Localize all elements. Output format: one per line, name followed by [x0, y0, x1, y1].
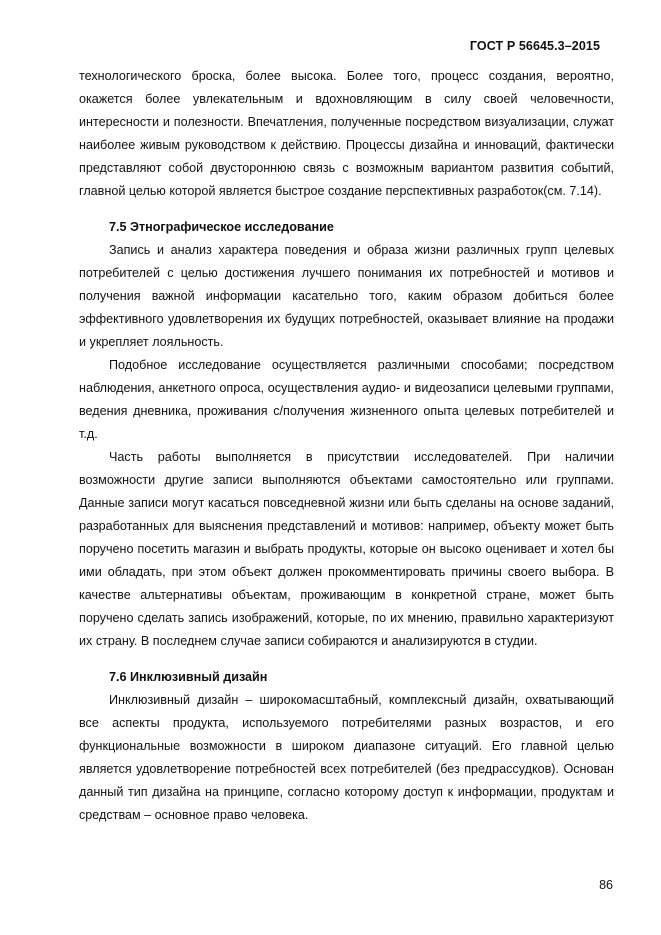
- paragraph-intro-continuation: технологического броска, более высока. Более того, процесс создания, вероятно, окажется более увлекательным и вдохновляющим в силу своей человечности, интересности и полезности. Впечатления, полученные посредством визуализации, служат наиболее живым руководством к действию. Процессы дизайна и инноваций, фактически представляют собой двустороннюю связь с возможным вариантом развития событий, главной целью которой является быстрое создание перспективных разработок(см. 7.14).: [79, 69, 614, 198]
- paragraph-7-6-1: Инклюзивный дизайн – широкомасштабный, комплексный дизайн, охватывающий все аспекты продукта, используемого потребителями разных возрастов, и его функциональные возможности в широком диапазоне ситуаций. Его главной целью является удовлетворение потребностей всех потребителей (без предрассудков). Основан данный тип дизайна на принципе, согласно которому доступ к информации, продуктам и средствам – основное право человека.: [79, 693, 614, 822]
- section-heading-7-6: 7.6 Инклюзивный дизайн: [109, 670, 268, 684]
- document-body: [79, 65, 614, 827]
- paragraph-7-5-3: Часть работы выполняется в присутствии исследователей. При наличии возможности другие записи выполняются объектами самостоятельно или группами. Данные записи могут касаться повседневной жизни или быть сделаны на основе заданий, разработанных для выяснения представлений и мотивов: например, объекту может быть поручено посетить магазин и выбрать продукты, которые он высоко оценивает и хотел бы ими обладать, при этом объект должен прокомментировать причины своего выбора. В качестве альтернативы объектам, проживающим в конкретной стране, может быть поручено сделать запись изображений, которые, по их мнению, правильно характеризуют их страну. В последнем случае записи собираются и анализируются в студии.: [79, 450, 614, 648]
- paragraph-7-5-1: Запись и анализ характера поведения и образа жизни различных групп целевых потребителей с целью достижения лучшего понимания их потребностей и мотивов и получения важной информации касательно того, каким образом добиться более эффективного удовлетворения их будущих потребностей, оказывает влияние на продажи и укрепляет лояльность.: [79, 243, 614, 349]
- section-heading-7-5: 7.5 Этнографическое исследование: [109, 220, 334, 234]
- page-number: 86: [599, 878, 613, 892]
- document-standard-id: ГОСТ Р 56645.3–2015: [469, 39, 600, 53]
- paragraph-7-5-2: Подобное исследование осуществляется различными способами; посредством наблюдения, анкетного опроса, осуществления аудио- и видеозаписи целевыми группами, ведения дневника, проживания с/получения жизненного опыта целевых потребителей и т.д.: [79, 358, 614, 441]
